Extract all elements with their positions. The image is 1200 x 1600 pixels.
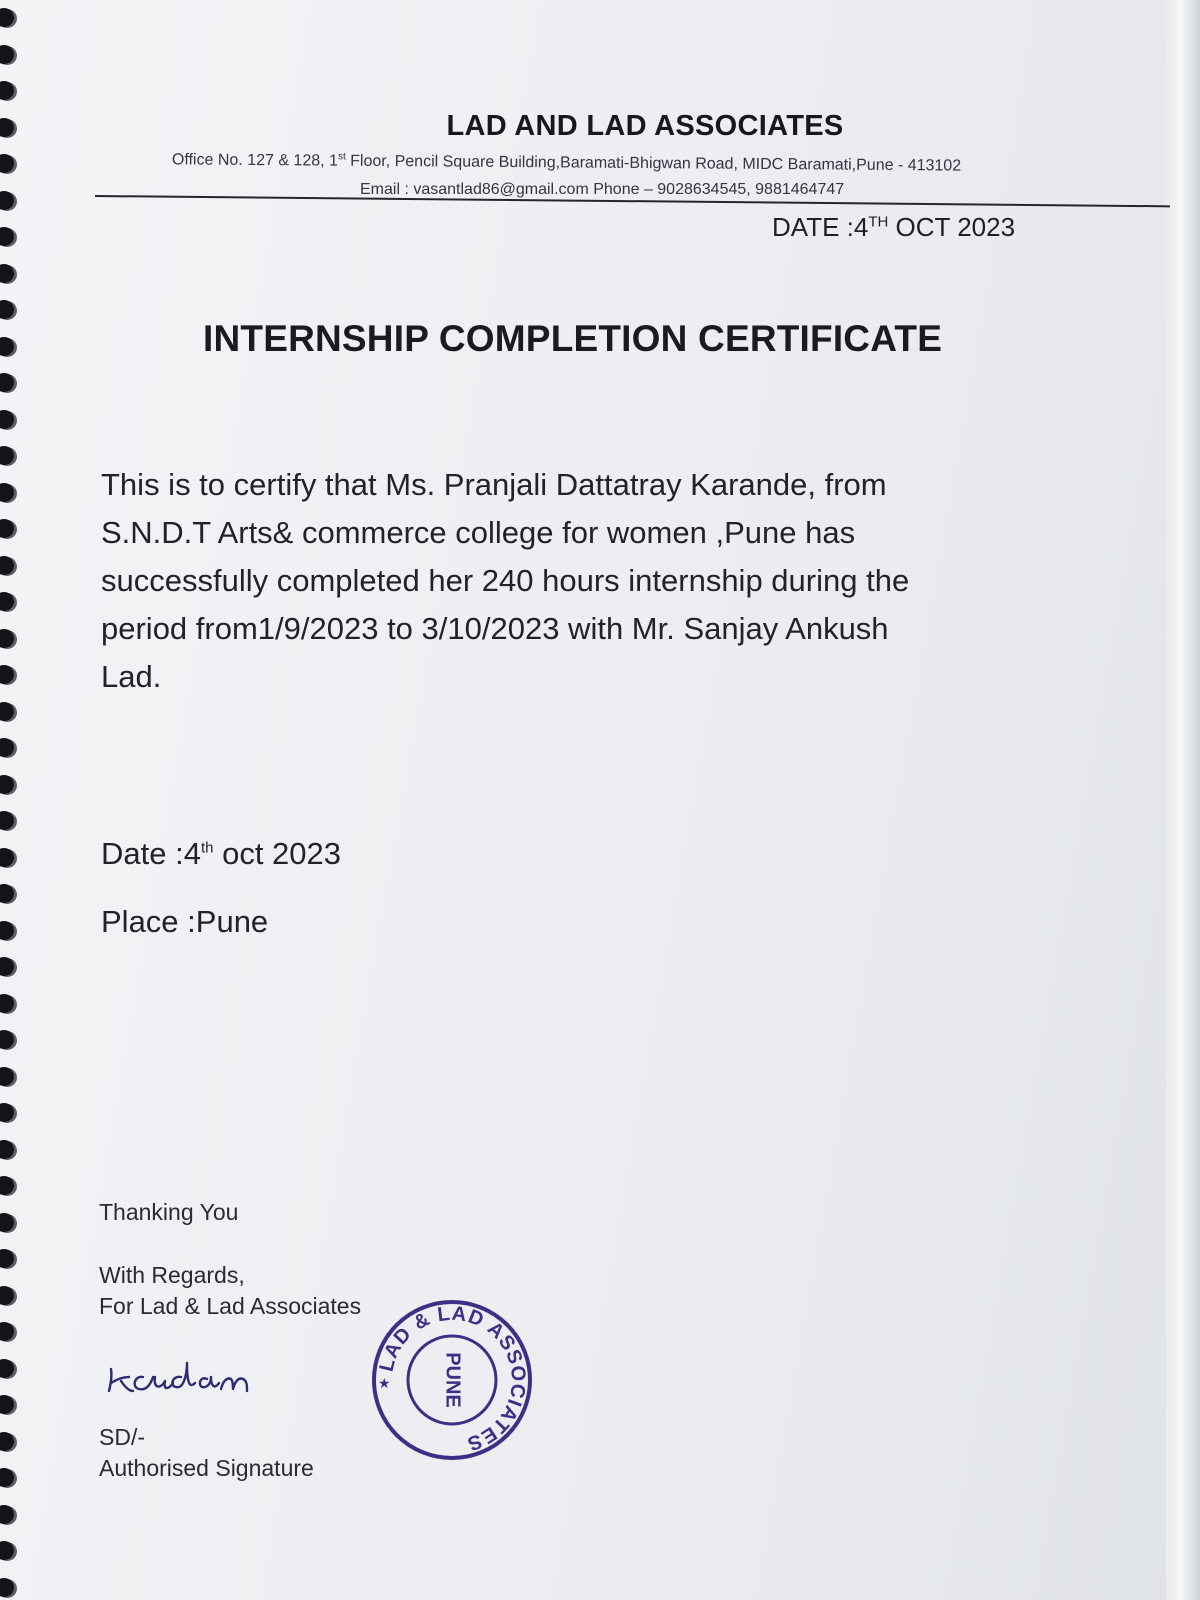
company-name: LAD AND LAD ASSOCIATES <box>446 110 844 142</box>
binding-hole <box>0 921 14 940</box>
binding-hole <box>0 556 14 575</box>
binding-hole <box>0 483 14 502</box>
regards-line: With Regards, <box>99 1262 245 1288</box>
sd-mark: SD/- <box>99 1424 145 1450</box>
binding-hole <box>0 957 14 976</box>
issue-place: Place :Pune <box>101 904 269 939</box>
binding-hole <box>0 1140 14 1159</box>
issue-date <box>101 836 341 872</box>
company-stamp <box>360 1300 544 1460</box>
address-ordinal: st <box>337 151 346 163</box>
thanking-line: Thanking You <box>99 1199 239 1225</box>
binding-hole <box>0 1359 14 1378</box>
body-line: Lad. <box>101 659 162 694</box>
company-contact: Email : vasantlad86@gmail.com Phone – 9028634545, 9881464747 <box>360 181 845 198</box>
binding-hole <box>0 1067 14 1086</box>
body-line: successfully completed her 240 hours internship during the <box>101 563 910 598</box>
issue-date-prefix: Date :4 <box>101 836 201 871</box>
binding-hole <box>0 519 14 538</box>
binding-hole <box>0 191 14 210</box>
binding-hole <box>0 1249 14 1268</box>
binding-hole <box>0 1578 14 1597</box>
binding-hole <box>0 1103 14 1122</box>
binding-hole <box>0 1395 14 1414</box>
header-date-ordinal: TH <box>868 213 889 231</box>
binding-hole <box>0 994 14 1013</box>
binding-hole <box>0 1468 14 1487</box>
issue-date-ordinal: th <box>200 839 214 857</box>
binding-hole <box>0 629 14 648</box>
binding-hole <box>0 1541 14 1560</box>
binding-hole <box>0 1322 14 1341</box>
binding-hole <box>0 738 14 757</box>
body-line: period from1/9/2023 to 3/10/2023 with Mr. Sanjay Ankush <box>101 611 889 646</box>
binding-hole <box>0 45 14 64</box>
binding-hole <box>0 373 14 392</box>
for-company-line: For Lad & Lad Associates <box>99 1293 362 1319</box>
header-date-suffix: OCT 2023 <box>888 212 1016 242</box>
stamp-center-text: PUNE <box>441 1352 464 1408</box>
header-date-prefix: DATE :4 <box>772 212 869 242</box>
binding-hole <box>0 1030 14 1049</box>
paper-edge <box>1166 0 1200 1600</box>
binding-hole <box>0 8 14 27</box>
binding-hole <box>0 227 14 246</box>
binding-hole <box>0 1286 14 1305</box>
binding-hole <box>0 410 14 429</box>
binding-hole <box>0 1213 14 1232</box>
binding-hole <box>0 702 14 721</box>
binding-hole <box>0 446 14 465</box>
binding-hole <box>0 1505 14 1524</box>
binding-hole <box>0 337 14 356</box>
binding-hole <box>0 264 14 283</box>
regards-block <box>99 1260 361 1322</box>
binding-hole <box>0 775 14 794</box>
body-line: S.N.D.T Arts& commerce college for women ,Pune has <box>101 515 856 550</box>
certificate-title: INTERNSHIP COMPLETION CERTIFICATE <box>203 318 943 359</box>
spiral-binding <box>0 0 22 1600</box>
signature-caption <box>99 1422 314 1484</box>
binding-hole <box>0 81 14 100</box>
handwritten-signature <box>103 1353 283 1403</box>
stamp-star-icon: ★ <box>378 1375 391 1391</box>
binding-hole <box>0 592 14 611</box>
stamp-ring-text: LAD & LAD ASSOCIATES <box>375 1302 530 1455</box>
binding-hole <box>0 884 14 903</box>
binding-hole <box>0 1176 14 1195</box>
binding-hole <box>0 811 14 830</box>
issue-date-suffix: oct 2023 <box>213 836 342 871</box>
body-line: This is to certify that Ms. Pranjali Dattatray Karande, from <box>101 467 887 502</box>
certificate-body <box>101 461 1021 701</box>
binding-hole <box>0 848 14 867</box>
binding-hole <box>0 665 14 684</box>
binding-hole <box>0 1432 14 1451</box>
binding-hole <box>0 154 14 173</box>
authorised-signature-label: Authorised Signature <box>99 1455 314 1481</box>
header-date <box>772 212 1015 243</box>
binding-hole <box>0 300 14 319</box>
address-part1: Office No. 127 & 128, 1 <box>171 151 339 170</box>
address-part2: Floor, Pencil Square Building,Baramati-Bhigwan Road, MIDC Baramati,Pune - 413102 <box>345 152 962 175</box>
